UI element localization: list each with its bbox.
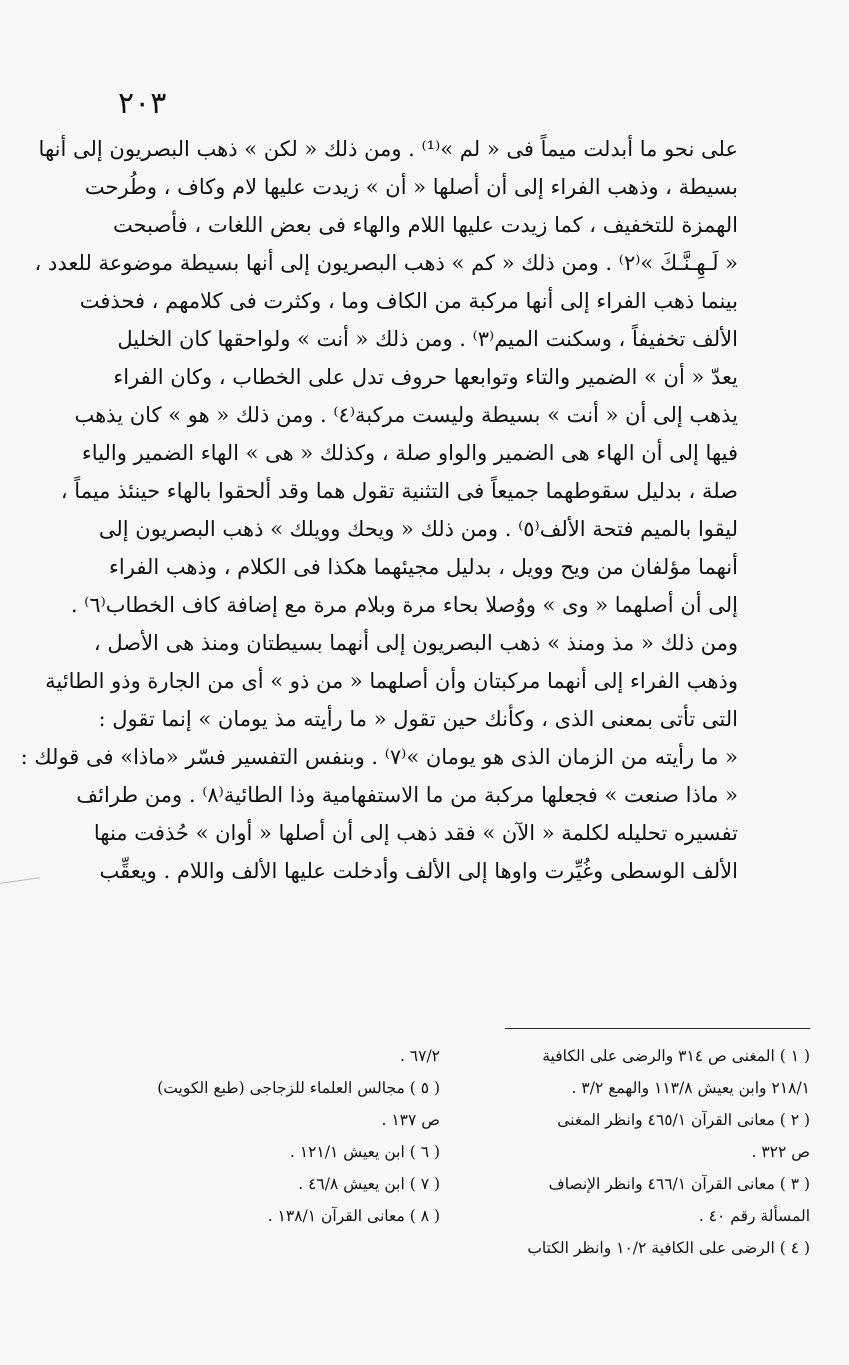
footnote-line: ( ٨ ) معانى القرآن ١٣٨/١ . [267, 1207, 440, 1225]
body-line: يعدّ « أن » الضمير والتاء وتوابعها حروف تدل على الخطاب ، وكان الفراء [113, 365, 738, 389]
body-line: فيها إلى أن الهاء هى الضمير والواو صلة ، وكذلك « هى » الهاء الضمير والياء [81, 441, 738, 465]
body-line: بينما ذهب الفراء إلى أنها مركبة من الكاف وما ، وكثرت فى كلامهم ، فحذفت [79, 289, 738, 313]
footnote-line: ( ٢ ) معانى القرآن ٤٦٥/١ وانظر المغنى [557, 1111, 810, 1129]
body-line: التى تأتى بمعنى الذى ، وكأنك حين تقول « ما رأيته مذ يومان » إنما تقول : [98, 707, 738, 731]
footnote-line: ٢١٨/١ وابن يعيش ١١٣/٨ والهمع ٣/٢ . [571, 1079, 810, 1097]
body-line: ليقوا بالميم فتحة الألف⁽٥⁾ . ومن ذلك « ويحك وويلك » ذهب البصريون إلى [98, 517, 738, 541]
body-line: الهمزة للتخفيف ، كما زيدت عليها اللام والهاء فى بعض اللغات ، فأصبحت [112, 213, 738, 237]
body-line: الألف الوسطى وغُيِّرت واوها إلى الألف وأدخلت عليها الألف واللام . ويعقِّب [99, 859, 738, 883]
body-line: على نحو ما أبدلت ميماً فى « لم »⁽¹⁾ . ومن ذلك « لكن » ذهب البصريون إلى أنها [38, 137, 738, 161]
body-line: وذهب الفراء إلى أنهما مركبتان وأن أصلهما « من ذو » أى من الجارة وذو الطائية [45, 669, 738, 693]
body-line: إلى أن أصلهما « وى » ووُصلا بحاء مرة وبلام مرة مع إضافة كاف الخطاب⁽٦⁾ . [70, 593, 738, 617]
body-line: « ماذا صنعت » فجعلها مركبة من ما الاستفهامية وذا الطائية⁽٨⁾ . ومن طرائف [76, 783, 738, 807]
body-line: بسيطة ، وذهب الفراء إلى أن أصلها « أن » زيدت عليها لام وكاف ، وطُرحت [84, 175, 738, 199]
body-line: صلة ، بدليل سقوطهما جميعاً فى التثنية تقول هما وقد ألحقوا بالهاء حينئذ ميماً ، [60, 479, 738, 503]
footnote-line: ( ٣ ) معانى القرآن ٤٦٦/١ وانظر الإنصاف [548, 1175, 810, 1193]
body-line: تفسيره تحليله لكلمة « الآن » فقد ذهب إلى أن أصلها « أوان » حُذفت منها [93, 821, 738, 845]
footnote-line: ( ٥ ) مجالس العلماء للزجاجى (طبع الكويت) [157, 1079, 440, 1097]
body-line: يذهب إلى أن « أنت » بسيطة وليست مركبة⁽٤⁾ . ومن ذلك « هو » كان يذهب [74, 403, 738, 427]
footnotes-right-column [500, 1040, 810, 1264]
footnote-line: المسألة رقم ٤٠ . [698, 1207, 810, 1225]
footnote-separator [505, 1028, 810, 1029]
margin-mark [0, 877, 40, 884]
footnote-line: ٦٧/٢ . [399, 1047, 440, 1065]
body-line: أنهما مؤلفان من ويح وويل ، بدليل مجيئهما هكذا فى الكلام ، وذهب الفراء [109, 555, 738, 579]
page-number: ٢٠٣ [118, 86, 167, 121]
body-text [20, 130, 738, 890]
body-line: « ما رأيته من الزمان الذى هو يومان »⁽٧⁾ . وبنفس التفسير فسّر «ماذا» فى قولك : [20, 745, 738, 769]
footnote-line: ( ٦ ) ابن يعيش ١٢١/١ . [289, 1143, 440, 1161]
footnote-line: ( ١ ) المغنى ص ٣١٤ والرضى على الكافية [542, 1047, 810, 1065]
footnote-line: ص ٣٢٢ . [751, 1143, 810, 1161]
footnote-line: ص ١٣٧ . [381, 1111, 440, 1129]
footnotes-left-column [157, 1040, 440, 1232]
body-line: « لَـهِـنَّـكَ »⁽٢⁾ . ومن ذلك « كم » ذهب البصريون إلى أنها بسيطة موضوعة للعدد ، [34, 251, 738, 275]
body-line: الألف تخفيفاً ، وسكنت الميم⁽٣⁾ . ومن ذلك « أنت » ولواحقها كان الخليل [117, 327, 738, 351]
footnote-line: ( ٧ ) ابن يعيش ٤٦/٨ . [298, 1175, 440, 1193]
footnote-line: ( ٤ ) الرضى على الكافية ١٠/٢ وانظر الكتاب [527, 1239, 810, 1257]
body-line: ومن ذلك « مذ ومنذ » ذهب البصريون إلى أنهما بسيطتان ومنذ هى الأصل ، [93, 631, 738, 655]
